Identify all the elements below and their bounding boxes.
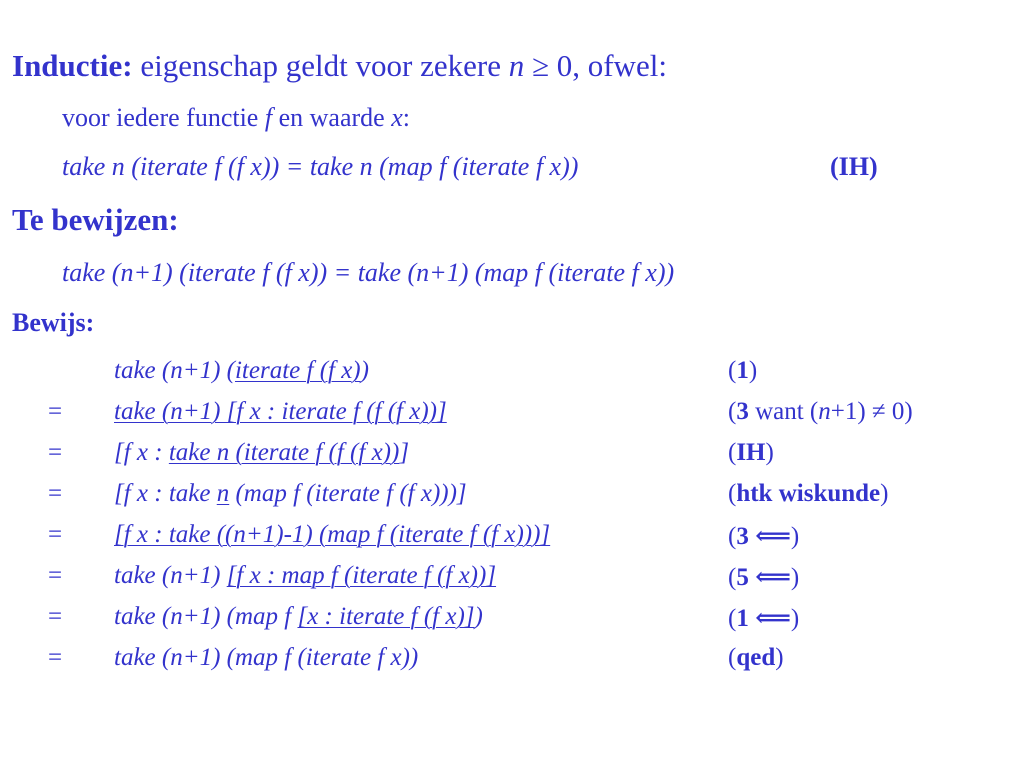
step-justification: (IH): [728, 439, 774, 466]
proof-step: [0, 439, 1024, 475]
sub-text-a: voor iedere functie: [62, 103, 265, 132]
ih-expression: take n (iterate f (f x)) = take n (map f (iterate f x)): [62, 152, 579, 181]
sub-text-b: en waarde: [272, 103, 392, 132]
equals-sign: =: [48, 562, 63, 589]
equals-sign: =: [48, 439, 63, 466]
induction-text-a: eigenschap geldt voor zekere: [140, 48, 509, 83]
sub-text-c: :: [402, 103, 410, 132]
step-expression: take (n+1) (iterate f (f x)): [114, 357, 369, 384]
induction-heading: [12, 48, 667, 84]
proof-step: [0, 357, 1024, 393]
induction-text-b: ≥ 0, ofwel:: [524, 48, 667, 83]
step-expression: take (n+1) (map f (iterate f x)): [114, 644, 419, 671]
equals-sign: =: [48, 603, 63, 630]
step-justification: (5 ⟸): [728, 564, 800, 591]
proof-step: [0, 398, 1024, 434]
sub-x: x: [391, 103, 403, 132]
step-expression: [f x : take n (map f (iterate f (f x)))]: [114, 480, 467, 507]
equals-sign: =: [48, 398, 63, 425]
step-justification: (3 ⟸): [728, 523, 800, 550]
proof-step: [0, 480, 1024, 516]
step-expression: [f x : take n (iterate f (f (f x))]: [114, 439, 410, 466]
step-expression: [f x : take ((n+1)-1) (map f (iterate f (f x)))]: [114, 521, 551, 548]
induction-n: n: [508, 48, 525, 83]
proof-heading: Bewijs:: [12, 308, 95, 337]
step-expression: take (n+1) (map f [x : iterate f (f x)]): [114, 603, 483, 630]
equals-sign: =: [48, 644, 63, 671]
goal-heading: Te bewijzen:: [12, 202, 179, 237]
ih-tag: (IH): [830, 152, 878, 181]
step-justification: (qed): [728, 644, 784, 671]
proof-step: [0, 644, 1024, 680]
induction-label: Inductie:: [12, 48, 133, 83]
proof-step: [0, 562, 1024, 598]
step-justification: (1): [728, 357, 758, 384]
sub-f: f: [264, 103, 273, 132]
equals-sign: =: [48, 480, 63, 507]
step-expression: take (n+1) [f x : iterate f (f (f x))]: [114, 398, 447, 425]
step-justification: (3 want (n+1) ≠ 0): [728, 398, 913, 425]
step-expression: take (n+1) [f x : map f (iterate f (f x))]: [114, 562, 497, 589]
proof-step: [0, 603, 1024, 639]
step-justification: (htk wiskunde): [728, 480, 889, 507]
proof-step: [0, 521, 1024, 557]
induction-subline: [62, 103, 410, 133]
equals-sign: =: [48, 521, 63, 548]
step-justification: (1 ⟸): [728, 605, 800, 632]
goal-expression: take (n+1) (iterate f (f x)) = take (n+1) (map f (iterate f x)): [62, 258, 675, 287]
